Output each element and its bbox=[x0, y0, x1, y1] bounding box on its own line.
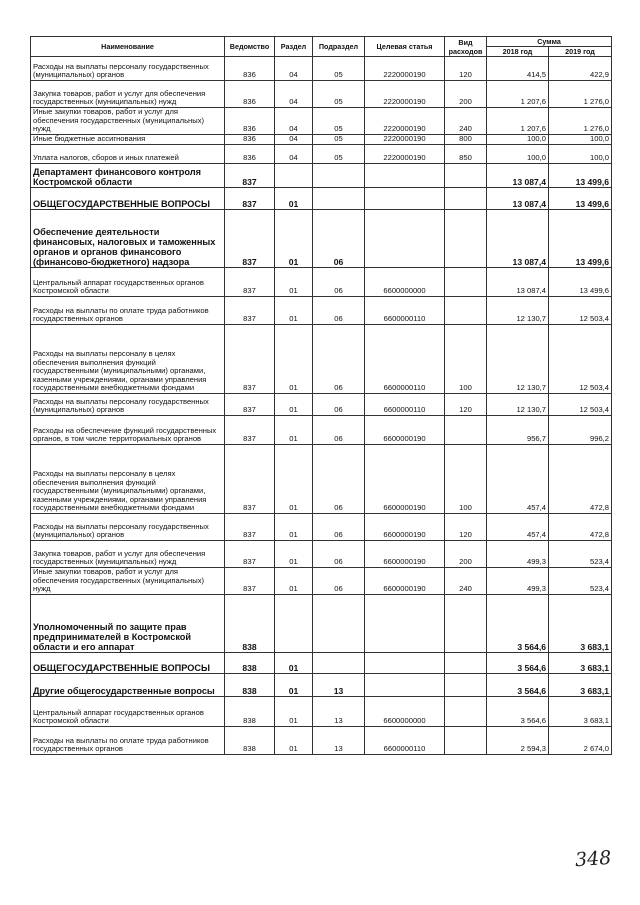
cell-vr bbox=[445, 673, 487, 696]
cell-cs: 6600000110 bbox=[365, 726, 445, 754]
cell-cs: 2220000190 bbox=[365, 135, 445, 145]
budget-table bbox=[30, 36, 612, 755]
cell-rz: 01 bbox=[275, 673, 313, 696]
cell-rz bbox=[275, 164, 313, 188]
cell-pr: 05 bbox=[313, 135, 365, 145]
cell-s19: 13 499,6 bbox=[549, 268, 612, 297]
table-row bbox=[31, 514, 612, 541]
cell-rz: 01 bbox=[275, 514, 313, 541]
table-row bbox=[31, 594, 612, 652]
cell-rz: 01 bbox=[275, 726, 313, 754]
cell-cs: 2220000190 bbox=[365, 57, 445, 81]
cell-vr: 240 bbox=[445, 108, 487, 135]
cell-vr bbox=[445, 297, 487, 325]
cell-name: Уплата налогов, сборов и иных платежей bbox=[31, 145, 225, 164]
cell-s18: 12 130,7 bbox=[487, 394, 549, 416]
col-header-razdel: Раздел bbox=[275, 37, 313, 57]
cell-s19: 1 276,0 bbox=[549, 108, 612, 135]
cell-rz: 01 bbox=[275, 188, 313, 210]
cell-pr: 05 bbox=[313, 108, 365, 135]
table-row bbox=[31, 568, 612, 595]
cell-cs: 2220000190 bbox=[365, 108, 445, 135]
cell-rz: 01 bbox=[275, 297, 313, 325]
cell-pr: 06 bbox=[313, 568, 365, 595]
cell-name: Иные закупки товаров, работ и услуг для обеспечения государственных (муниципальных) нужд bbox=[31, 568, 225, 595]
cell-pr: 06 bbox=[313, 445, 365, 514]
cell-vr: 120 bbox=[445, 394, 487, 416]
cell-pr: 13 bbox=[313, 696, 365, 726]
cell-vr: 240 bbox=[445, 568, 487, 595]
cell-name: Закупка товаров, работ и услуг для обеспечения государственных (муниципальных) нужд bbox=[31, 541, 225, 568]
cell-s19: 3 683,1 bbox=[549, 594, 612, 652]
cell-s19: 2 674,0 bbox=[549, 726, 612, 754]
cell-s19: 472,8 bbox=[549, 445, 612, 514]
cell-ved: 836 bbox=[225, 57, 275, 81]
col-header-2018: 2018 год bbox=[487, 47, 549, 57]
cell-name: Иные бюджетные ассигнования bbox=[31, 135, 225, 145]
cell-cs bbox=[365, 188, 445, 210]
cell-s18: 2 594,3 bbox=[487, 726, 549, 754]
cell-ved: 838 bbox=[225, 594, 275, 652]
cell-name: Департамент финансового контроля Костромской области bbox=[31, 164, 225, 188]
cell-name: Другие общегосударственные вопросы bbox=[31, 673, 225, 696]
cell-s18: 499,3 bbox=[487, 541, 549, 568]
cell-rz bbox=[275, 594, 313, 652]
cell-ved: 838 bbox=[225, 696, 275, 726]
cell-rz: 01 bbox=[275, 541, 313, 568]
cell-s19: 523,4 bbox=[549, 541, 612, 568]
cell-pr: 13 bbox=[313, 673, 365, 696]
cell-name: Расходы на выплаты персоналу в целях обеспечения выполнения функций государственными (муниципальными) органами, казенными учреждениями, органами управления государственными внебюджетными фондами bbox=[31, 325, 225, 394]
cell-name: Расходы на выплаты персоналу государственных (муниципальных) органов bbox=[31, 514, 225, 541]
cell-name: Расходы на выплаты персоналу в целях обеспечения выполнения функций государственными (муниципальными) органами, казенными учреждениями, органами управления государственными внебюджетными фондами bbox=[31, 445, 225, 514]
cell-s18: 13 087,4 bbox=[487, 210, 549, 268]
cell-ved: 837 bbox=[225, 188, 275, 210]
cell-rz: 01 bbox=[275, 325, 313, 394]
cell-pr bbox=[313, 164, 365, 188]
col-header-podrazdel: Подраздел bbox=[313, 37, 365, 57]
cell-cs: 6600000190 bbox=[365, 568, 445, 595]
cell-ved: 836 bbox=[225, 135, 275, 145]
cell-s18: 100,0 bbox=[487, 145, 549, 164]
cell-s19: 12 503,4 bbox=[549, 394, 612, 416]
cell-rz: 04 bbox=[275, 145, 313, 164]
cell-s18: 3 564,6 bbox=[487, 652, 549, 673]
table-row bbox=[31, 210, 612, 268]
cell-pr: 05 bbox=[313, 57, 365, 81]
cell-s18: 3 564,6 bbox=[487, 594, 549, 652]
cell-pr: 05 bbox=[313, 81, 365, 108]
cell-cs: 6600000000 bbox=[365, 268, 445, 297]
cell-cs bbox=[365, 652, 445, 673]
col-header-vedomstvo: Ведомство bbox=[225, 37, 275, 57]
cell-s19: 13 499,6 bbox=[549, 188, 612, 210]
cell-s18: 1 207,6 bbox=[487, 81, 549, 108]
cell-rz: 01 bbox=[275, 268, 313, 297]
table-row bbox=[31, 135, 612, 145]
col-header-summa: Сумма bbox=[487, 37, 612, 47]
cell-rz: 01 bbox=[275, 696, 313, 726]
cell-vr: 100 bbox=[445, 445, 487, 514]
cell-ved: 838 bbox=[225, 726, 275, 754]
cell-pr bbox=[313, 652, 365, 673]
table-row bbox=[31, 726, 612, 754]
table-row bbox=[31, 164, 612, 188]
cell-vr: 200 bbox=[445, 81, 487, 108]
cell-s18: 3 564,6 bbox=[487, 673, 549, 696]
cell-s18: 956,7 bbox=[487, 416, 549, 445]
table-row bbox=[31, 57, 612, 81]
cell-name: Уполномоченный по защите прав предпринимателей в Костромской области и его аппарат bbox=[31, 594, 225, 652]
cell-vr bbox=[445, 726, 487, 754]
table-row bbox=[31, 445, 612, 514]
cell-s18: 499,3 bbox=[487, 568, 549, 595]
table-row bbox=[31, 652, 612, 673]
cell-vr: 800 bbox=[445, 135, 487, 145]
cell-s18: 1 207,6 bbox=[487, 108, 549, 135]
cell-pr: 05 bbox=[313, 145, 365, 164]
cell-s19: 3 683,1 bbox=[549, 696, 612, 726]
cell-pr: 06 bbox=[313, 416, 365, 445]
cell-cs: 2220000190 bbox=[365, 81, 445, 108]
cell-s18: 13 087,4 bbox=[487, 188, 549, 210]
cell-cs: 6600000110 bbox=[365, 297, 445, 325]
cell-name: Расходы на выплаты по оплате труда работников государственных органов bbox=[31, 297, 225, 325]
cell-ved: 837 bbox=[225, 268, 275, 297]
cell-name: ОБЩЕГОСУДАРСТВЕННЫЕ ВОПРОСЫ bbox=[31, 188, 225, 210]
cell-cs bbox=[365, 164, 445, 188]
table-row bbox=[31, 541, 612, 568]
cell-vr: 120 bbox=[445, 57, 487, 81]
table-row bbox=[31, 81, 612, 108]
cell-ved: 837 bbox=[225, 164, 275, 188]
cell-ved: 838 bbox=[225, 673, 275, 696]
cell-ved: 838 bbox=[225, 652, 275, 673]
table-row bbox=[31, 188, 612, 210]
table-header bbox=[31, 37, 612, 57]
cell-s18: 414,5 bbox=[487, 57, 549, 81]
cell-rz: 01 bbox=[275, 445, 313, 514]
cell-rz: 01 bbox=[275, 568, 313, 595]
cell-name: Закупка товаров, работ и услуг для обеспечения государственных (муниципальных) нужд bbox=[31, 81, 225, 108]
col-header-2019: 2019 год bbox=[549, 47, 612, 57]
cell-cs: 2220000190 bbox=[365, 145, 445, 164]
cell-name: Расходы на обеспечение функций государственных органов, в том числе территориальных органов bbox=[31, 416, 225, 445]
col-header-statya: Целевая статья bbox=[365, 37, 445, 57]
cell-cs: 6600000000 bbox=[365, 696, 445, 726]
cell-s19: 1 276,0 bbox=[549, 81, 612, 108]
cell-name: Расходы на выплаты персоналу государственных (муниципальных) органов bbox=[31, 394, 225, 416]
cell-s19: 422,9 bbox=[549, 57, 612, 81]
cell-vr bbox=[445, 210, 487, 268]
cell-ved: 837 bbox=[225, 210, 275, 268]
table-row bbox=[31, 268, 612, 297]
cell-vr bbox=[445, 594, 487, 652]
table-row bbox=[31, 696, 612, 726]
cell-vr: 100 bbox=[445, 325, 487, 394]
cell-s18: 12 130,7 bbox=[487, 325, 549, 394]
cell-pr: 06 bbox=[313, 268, 365, 297]
cell-cs: 6600000190 bbox=[365, 514, 445, 541]
cell-s18: 12 130,7 bbox=[487, 297, 549, 325]
cell-cs: 6600000190 bbox=[365, 541, 445, 568]
cell-vr bbox=[445, 268, 487, 297]
cell-rz: 04 bbox=[275, 108, 313, 135]
cell-s18: 13 087,4 bbox=[487, 268, 549, 297]
cell-pr: 06 bbox=[313, 514, 365, 541]
cell-vr bbox=[445, 164, 487, 188]
cell-vr bbox=[445, 416, 487, 445]
col-header-vid: Вид расходов bbox=[445, 37, 487, 57]
cell-s19: 3 683,1 bbox=[549, 673, 612, 696]
cell-s19: 100,0 bbox=[549, 135, 612, 145]
cell-cs: 6600000110 bbox=[365, 394, 445, 416]
cell-cs: 6600000190 bbox=[365, 445, 445, 514]
cell-s19: 472,8 bbox=[549, 514, 612, 541]
budget-sheet bbox=[30, 36, 611, 755]
cell-s18: 457,4 bbox=[487, 445, 549, 514]
cell-pr bbox=[313, 188, 365, 210]
cell-ved: 836 bbox=[225, 108, 275, 135]
cell-s18: 13 087,4 bbox=[487, 164, 549, 188]
table-body bbox=[31, 57, 612, 755]
cell-rz: 01 bbox=[275, 210, 313, 268]
cell-vr: 120 bbox=[445, 514, 487, 541]
col-header-name: Наименование bbox=[31, 37, 225, 57]
table-row bbox=[31, 673, 612, 696]
cell-rz: 04 bbox=[275, 81, 313, 108]
cell-s18: 100,0 bbox=[487, 135, 549, 145]
cell-pr: 06 bbox=[313, 325, 365, 394]
cell-ved: 837 bbox=[225, 514, 275, 541]
cell-name: Расходы на выплаты по оплате труда работников государственных органов bbox=[31, 726, 225, 754]
cell-ved: 837 bbox=[225, 394, 275, 416]
cell-s18: 457,4 bbox=[487, 514, 549, 541]
cell-s18: 3 564,6 bbox=[487, 696, 549, 726]
cell-cs bbox=[365, 594, 445, 652]
cell-vr bbox=[445, 696, 487, 726]
cell-vr bbox=[445, 188, 487, 210]
cell-s19: 13 499,6 bbox=[549, 164, 612, 188]
cell-vr: 200 bbox=[445, 541, 487, 568]
table-row bbox=[31, 108, 612, 135]
cell-s19: 12 503,4 bbox=[549, 325, 612, 394]
cell-ved: 837 bbox=[225, 568, 275, 595]
handwritten-page-number: 348 bbox=[574, 846, 612, 872]
table-row bbox=[31, 145, 612, 164]
table-row bbox=[31, 297, 612, 325]
cell-s19: 100,0 bbox=[549, 145, 612, 164]
cell-cs: 6600000110 bbox=[365, 325, 445, 394]
cell-pr: 06 bbox=[313, 394, 365, 416]
cell-name: Центральный аппарат государственных органов Костромской области bbox=[31, 696, 225, 726]
cell-name: ОБЩЕГОСУДАРСТВЕННЫЕ ВОПРОСЫ bbox=[31, 652, 225, 673]
cell-pr: 06 bbox=[313, 297, 365, 325]
cell-s19: 523,4 bbox=[549, 568, 612, 595]
cell-rz: 04 bbox=[275, 135, 313, 145]
cell-pr: 13 bbox=[313, 726, 365, 754]
cell-pr: 06 bbox=[313, 541, 365, 568]
cell-name: Иные закупки товаров, работ и услуг для обеспечения государственных (муниципальных) нужд bbox=[31, 108, 225, 135]
cell-rz: 01 bbox=[275, 394, 313, 416]
cell-ved: 837 bbox=[225, 445, 275, 514]
cell-ved: 837 bbox=[225, 541, 275, 568]
table-row bbox=[31, 394, 612, 416]
cell-ved: 837 bbox=[225, 416, 275, 445]
cell-ved: 837 bbox=[225, 297, 275, 325]
cell-pr: 06 bbox=[313, 210, 365, 268]
cell-rz: 01 bbox=[275, 416, 313, 445]
cell-rz: 04 bbox=[275, 57, 313, 81]
table-row bbox=[31, 325, 612, 394]
cell-pr bbox=[313, 594, 365, 652]
cell-ved: 836 bbox=[225, 145, 275, 164]
cell-s19: 996,2 bbox=[549, 416, 612, 445]
cell-name: Центральный аппарат государственных органов Костромской области bbox=[31, 268, 225, 297]
cell-vr bbox=[445, 652, 487, 673]
cell-name: Расходы на выплаты персоналу государственных (муниципальных) органов bbox=[31, 57, 225, 81]
cell-name: Обеспечение деятельности финансовых, налоговых и таможенных органов и органов финансового (финансово-бюджетного) надзора bbox=[31, 210, 225, 268]
cell-s19: 12 503,4 bbox=[549, 297, 612, 325]
cell-cs bbox=[365, 673, 445, 696]
cell-cs bbox=[365, 210, 445, 268]
cell-rz: 01 bbox=[275, 652, 313, 673]
cell-s19: 3 683,1 bbox=[549, 652, 612, 673]
cell-s19: 13 499,6 bbox=[549, 210, 612, 268]
cell-cs: 6600000190 bbox=[365, 416, 445, 445]
cell-vr: 850 bbox=[445, 145, 487, 164]
cell-ved: 837 bbox=[225, 325, 275, 394]
cell-ved: 836 bbox=[225, 81, 275, 108]
table-row bbox=[31, 416, 612, 445]
